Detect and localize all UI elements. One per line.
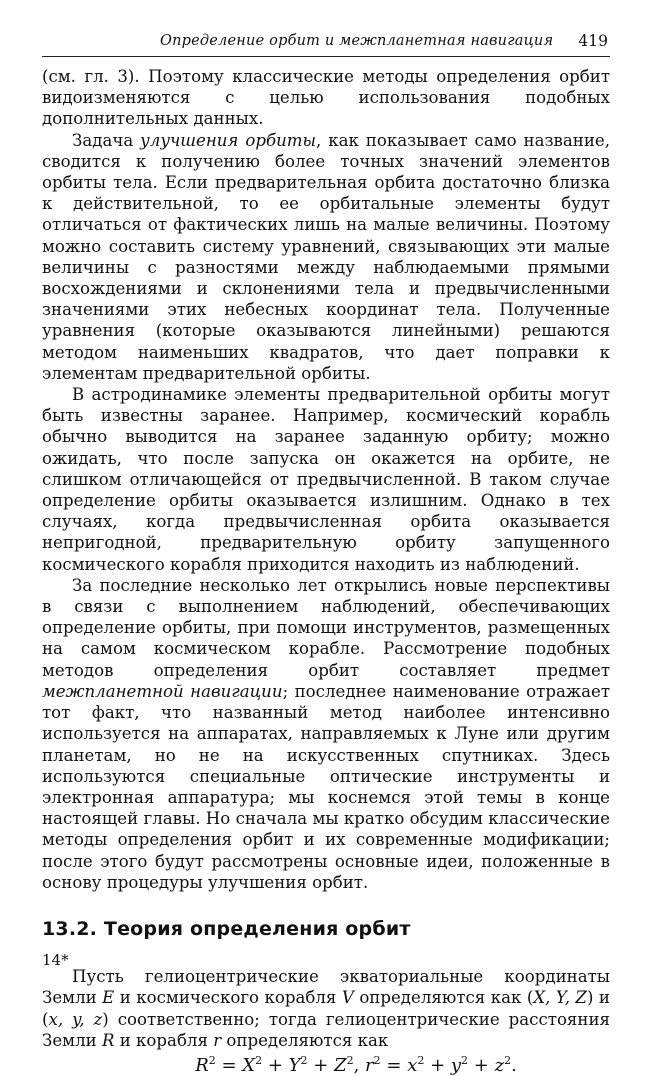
formula-Z: Z <box>334 1054 347 1076</box>
spacecraft-coordinates: x, y, z <box>48 1009 103 1029</box>
paragraph-5 <box>42 966 610 1051</box>
formula-R: R <box>195 1054 209 1076</box>
p5-text-6: и корабля <box>114 1030 214 1050</box>
p5-text-3: определяются как ( <box>353 988 534 1008</box>
formula-plus-4: + <box>468 1054 495 1076</box>
running-head <box>42 30 610 57</box>
formula-plus-2: + <box>307 1054 335 1076</box>
p5-text-2: и космического корабля <box>114 988 342 1008</box>
term-orbit-improvement: улучшения орбиты <box>140 130 317 150</box>
paragraph-3: В астродинамике элементы предварительной орбиты могут быть известны заранее. Например, космический корабль обычно выводится на заранее заданную орбиту; можно ожидать, что после запуска он окажется на орбите, не слишком отличающейся от предвычисленной. В таком случае определение орбиты оказывается излишним. Однако в тех случаях, когда предвычисленная орбита оказывается непригодной, предварительную орбиту запущенного космического корабля приходится находить из наблюдений. <box>42 385 610 574</box>
page-number: 419 <box>578 32 608 50</box>
formula-plus-3: + <box>424 1054 451 1076</box>
paragraph-2 <box>42 130 610 384</box>
paragraph-4-text-b: ; последнее наименование отражает тот факт, что названный метод наиболее интенсивно используется на аппаратах, направляемых к Луне или другим планетам, но не на искусственных спутниках. Здесь используются специальные оптические инструменты и электронная аппаратура; мы коснемся этой темы в конце настоящей главы. Но сначала мы кратко обсудим классические методы определения орбит и их современные модификации; после этого будут рассмотрены основные идеи, положенные в основу процедуры улучшения орбит. <box>42 681 610 892</box>
formula-exp-1: 2 <box>208 1053 216 1067</box>
term-interplanetary-navigation: межпланетной навигации <box>42 681 283 701</box>
p5-text-5: ) соответственно; тогда гелиоцентрические расстояния Земли <box>42 1009 610 1050</box>
formula-X: X <box>242 1054 256 1076</box>
formula-separator: , <box>353 1054 366 1076</box>
formula-exp-8: 2 <box>504 1053 512 1067</box>
symbol-spacecraft: V <box>341 988 354 1008</box>
running-title: Определение орбит и межпланетная навигация <box>160 33 554 49</box>
formula-r: r <box>365 1054 374 1076</box>
symbol-earth-distance: R <box>101 1030 115 1050</box>
paragraph-2-text-a: Задача <box>72 130 141 150</box>
formula-eq-2: = <box>380 1054 408 1076</box>
formula-z: z <box>494 1054 505 1076</box>
paragraph-1: (см. гл. 3). Поэтому классические методы определения орбит видоизменяются с целью использования подобных дополнительных данных. <box>42 67 610 129</box>
formula-exp-2: 2 <box>255 1053 263 1067</box>
formula-exp-6: 2 <box>417 1053 425 1067</box>
paragraph-2-text-b: , как показывает само название, сводится к получению более точных значений элементов орбиты тела. Если предварительная орбита достаточно близка к действительной, то ее орбитальные элементы будут отличаться от фактических лишь на малые величины. Поэтому можно составить систему уравнений, связывающих эти малые величины с разностями между наблюдаемыми прямыми восхождениями и склонениями тела и предвычисленными значениями этих небесных координат тела. Полученные уравнения (которые оказываются линейными) решаются методом наименьших квадратов, что дает поправки к элементам предварительной орбиты. <box>42 130 610 383</box>
paragraph-4-text-a: За последние несколько лет открылись новые перспективы в связи с выполнением наблюдений, обеспечивающих определение орбиты, при помощи инструментов, размещенных на самом космическом корабле. Рассмотрение подобных методов определения орбит составляет предмет <box>42 575 610 680</box>
paragraph-4 <box>42 575 610 893</box>
p5-text-7: определяются как <box>221 1030 389 1050</box>
formula-exp-7: 2 <box>461 1053 469 1067</box>
p5-text-1: Пусть гелиоцентрические экваториальные координаты Земли <box>42 967 610 1008</box>
formula-y: y <box>450 1054 462 1076</box>
formula-exp-3: 2 <box>300 1053 308 1067</box>
formula-exp-4: 2 <box>346 1053 354 1067</box>
p5-text-4: ) и ( <box>42 988 610 1029</box>
printer-signature: 14* <box>42 951 69 969</box>
formula-plus-1: + <box>262 1054 289 1076</box>
section-heading: 13.2. Теория определения орбит <box>42 917 411 940</box>
formula-x: x <box>407 1054 418 1076</box>
formula-eq-1: = <box>215 1054 243 1076</box>
distance-formula <box>42 1055 610 1076</box>
formula-end: . <box>511 1054 517 1076</box>
formula-exp-5: 2 <box>373 1053 381 1067</box>
formula-Y: Y <box>288 1054 301 1076</box>
symbol-spacecraft-distance: r <box>213 1030 222 1050</box>
earth-coordinates: X, Y, Z <box>533 988 587 1008</box>
symbol-earth: E <box>102 988 115 1008</box>
body-text <box>42 66 610 1076</box>
